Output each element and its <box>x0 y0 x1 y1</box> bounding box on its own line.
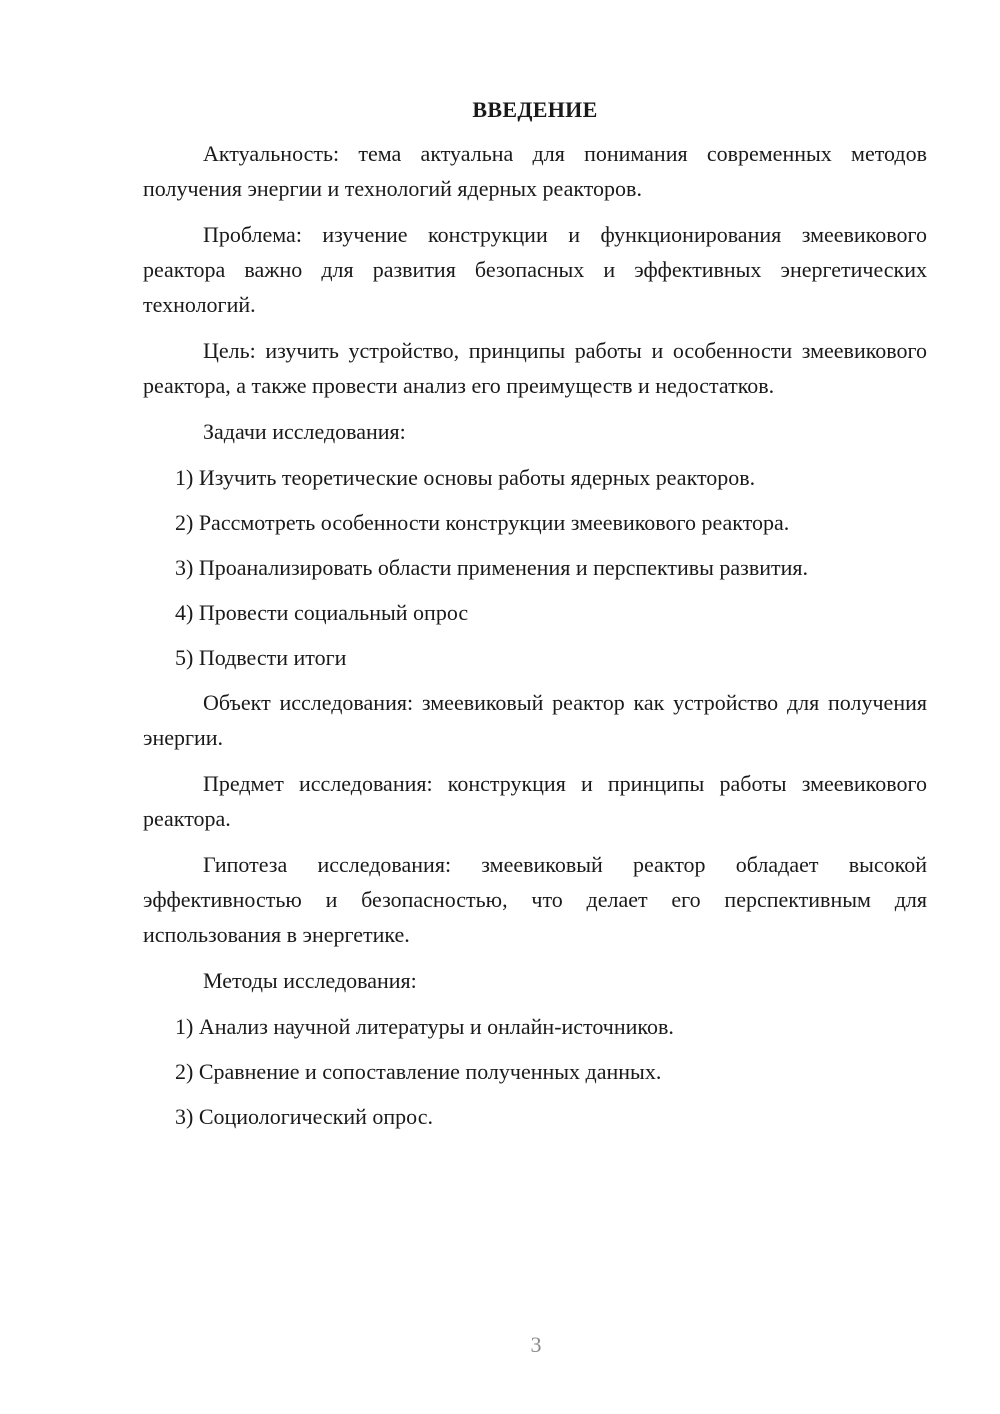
section-title: ВВЕДЕНИЕ <box>472 97 598 122</box>
page-number: 3 <box>530 1332 542 1357</box>
hypothesis-paragraph: Гипотеза исследования: змеевиковый реактор обладает высокой эффективностью и безопасностью, что делает его перспективным для использования в энергетике. <box>143 852 927 947</box>
problem-paragraph: Проблема: изучение конструкции и функционирования змеевикового реактора важно для развития безопасных и эффективных энергетических технологий. <box>143 222 927 317</box>
tasks-heading: Задачи исследования: <box>203 419 406 444</box>
relevance-paragraph: Актуальность: тема актуальна для понимания современных методов получения энергии и технологий ядерных реакторов. <box>143 141 927 201</box>
list-item: 1) Анализ научной литературы и онлайн-источников. <box>175 1014 674 1039</box>
list-item: 3) Социологический опрос. <box>175 1104 433 1129</box>
tasks-list <box>143 460 927 675</box>
list-item: 3) Проанализировать области применения и перспективы развития. <box>175 555 809 580</box>
goal-paragraph: Цель: изучить устройство, принципы работы и особенности змеевикового реактора, а также провести анализ его преимуществ и недостатков. <box>143 338 927 398</box>
methods-list <box>143 1009 927 1134</box>
list-item: 2) Сравнение и сопоставление полученных данных. <box>175 1059 662 1084</box>
subject-paragraph: Предмет исследования: конструкция и принципы работы змеевикового реактора. <box>143 771 927 831</box>
list-item: 5) Подвести итоги <box>175 645 347 670</box>
list-item: 2) Рассмотреть особенности конструкции змеевикового реактора. <box>175 510 790 535</box>
list-item: 4) Провести социальный опрос <box>175 600 469 625</box>
methods-heading: Методы исследования: <box>203 968 417 993</box>
document-page <box>143 88 927 1144</box>
list-item: 1) Изучить теоретические основы работы ядерных реакторов. <box>175 465 756 490</box>
object-paragraph: Объект исследования: змеевиковый реактор как устройство для получения энергии. <box>143 690 927 750</box>
